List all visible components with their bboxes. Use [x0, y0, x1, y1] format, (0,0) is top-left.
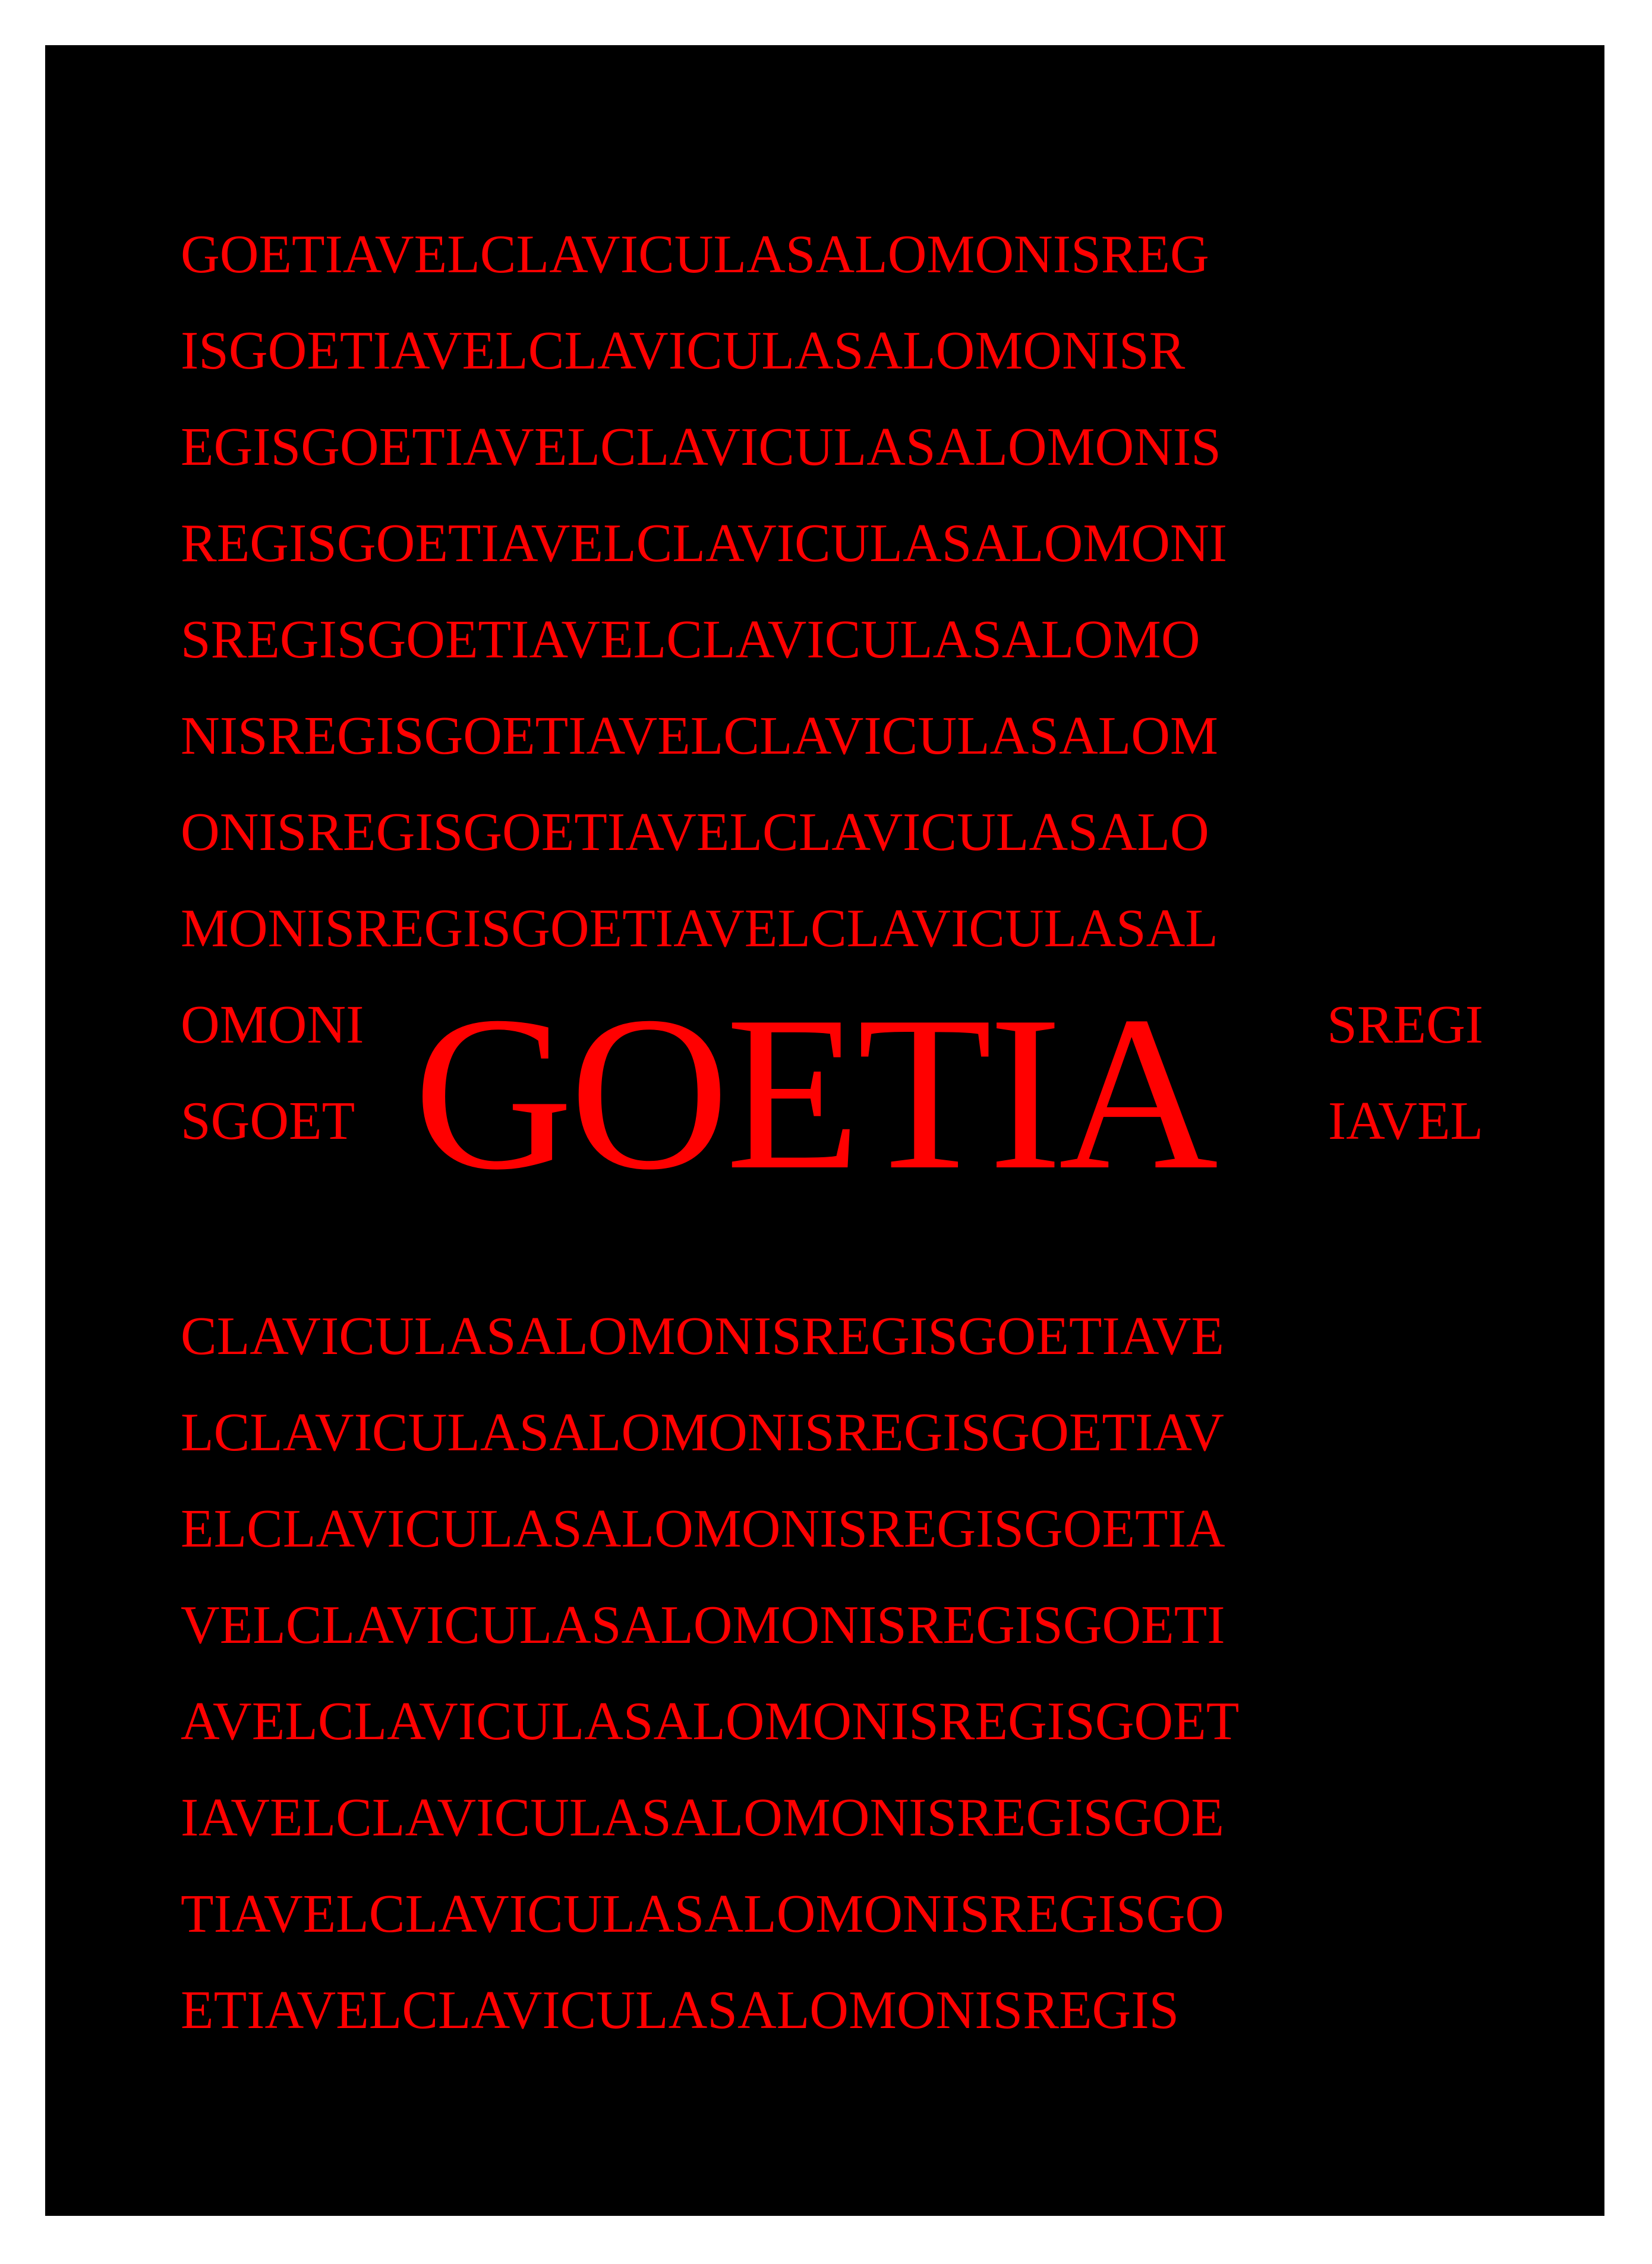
middle-fragment-upper-left: OMONI — [181, 994, 364, 1054]
text-row-15: TIAVELCLAVICULASALOMONISREGISGO — [181, 1884, 1225, 1944]
middle-fragment-lower-right: IAVEL — [1328, 1091, 1483, 1151]
text-row-9: CLAVICULASALOMONISREGISGOETIAVE — [181, 1306, 1225, 1366]
text-row-12: VELCLAVICULASALOMONISREGISGOETI — [181, 1595, 1225, 1655]
text-row-8: MONISREGISGOETIAVELCLAVICULASAL — [181, 898, 1218, 958]
text-row-7: ONISREGISGOETIAVELCLAVICULASALO — [181, 802, 1209, 862]
text-row-5: SREGISGOETIAVELCLAVICULASALOMO — [181, 609, 1200, 669]
text-row-3: EGISGOETIAVELCLAVICULASALOMONIS — [181, 417, 1221, 477]
text-row-11: ELCLAVICULASALOMONISREGISGOETIA — [181, 1498, 1225, 1558]
cover-panel — [45, 45, 1604, 2216]
text-row-10: LCLAVICULASALOMONISREGISGOETIAV — [181, 1402, 1225, 1462]
text-row-4: REGISGOETIAVELCLAVICULASALOMONI — [181, 513, 1227, 573]
text-row-16: ETIAVELCLAVICULASALOMONISREGIS — [181, 1980, 1180, 2040]
text-row-6: NISREGISGOETIAVELCLAVICULASALOM — [181, 706, 1218, 766]
text-row-14: IAVELCLAVICULASALOMONISREGISGOE — [181, 1787, 1225, 1847]
text-row-13: AVELCLAVICULASALOMONISREGISGOET — [181, 1691, 1240, 1751]
middle-fragment-lower-left: SGOET — [181, 1091, 355, 1151]
text-row-2: ISGOETIAVELCLAVICULASALOMONISR — [181, 320, 1186, 380]
cover-title: GOETIA — [413, 971, 1215, 1216]
text-row-1: GOETIAVELCLAVICULASALOMONISREG — [181, 224, 1209, 284]
middle-fragment-upper-right: SREGI — [1327, 994, 1483, 1054]
